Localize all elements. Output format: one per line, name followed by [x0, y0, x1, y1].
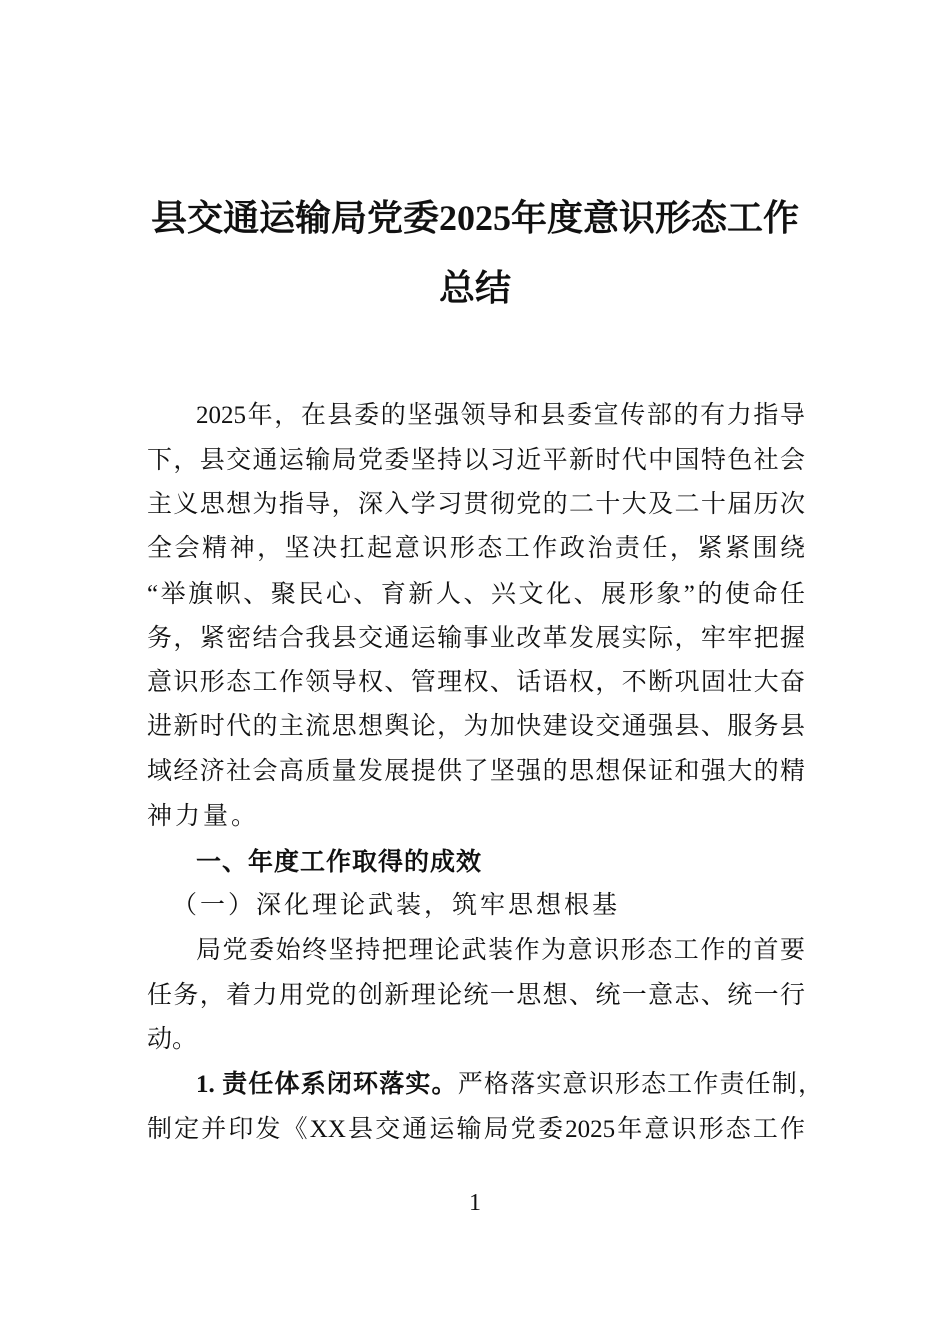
- text-line: 动。: [147, 1026, 198, 1053]
- section-heading-1: 一、年度工作取得的成效: [196, 848, 483, 876]
- text-line: “举旗帜、聚民心、育新人、兴文化、展形象”的使命任: [147, 581, 805, 608]
- text-line: 域经济社会高质量发展提供了坚强的思想保证和强大的精: [147, 758, 805, 785]
- text-line: 下，县交通运输局党委坚持以习近平新时代中国特色社会: [147, 447, 805, 474]
- title-line-1: 县交通运输局党委2025年度意识形态工作: [150, 198, 799, 238]
- text-line: 进新时代的主流思想舆论，为加快建设交通强县、服务县: [147, 713, 805, 740]
- text-line: [196, 1070, 823, 1100]
- title-line-2: 总结: [438, 268, 511, 308]
- item-1-text: 严格落实意识形态工作责任制，: [457, 1071, 823, 1098]
- text-line: 主义思想为指导，深入学习贯彻党的二十大及二十届历次: [147, 491, 805, 518]
- text-line: 任务，着力用党的创新理论统一思想、统一意志、统一行: [147, 982, 805, 1009]
- subsection-heading-1: （一）深化理论武装，筑牢思想根基: [172, 892, 621, 919]
- text-line: 全会精神，坚决扛起意识形态工作政治责任，紧紧围绕: [147, 535, 805, 562]
- text-line: 意识形态工作领导权、管理权、话语权，不断巩固壮大奋: [147, 669, 805, 696]
- text-line: 局党委始终坚持把理论武装作为意识形态工作的首要: [196, 937, 805, 964]
- text-line: 制定并印发《XX县交通运输局党委2025年意识形态工作: [147, 1116, 805, 1143]
- page-number: 1: [469, 1190, 481, 1216]
- text-line: 神力量。: [147, 803, 260, 830]
- item-1-lead: 1. 责任体系闭环落实。: [196, 1071, 458, 1098]
- text-line: 2025年，在县委的坚强领导和县委宣传部的有力指导: [196, 402, 805, 429]
- text-line: 务，紧密结合我县交通运输事业改革发展实际，牢牢把握: [147, 625, 805, 652]
